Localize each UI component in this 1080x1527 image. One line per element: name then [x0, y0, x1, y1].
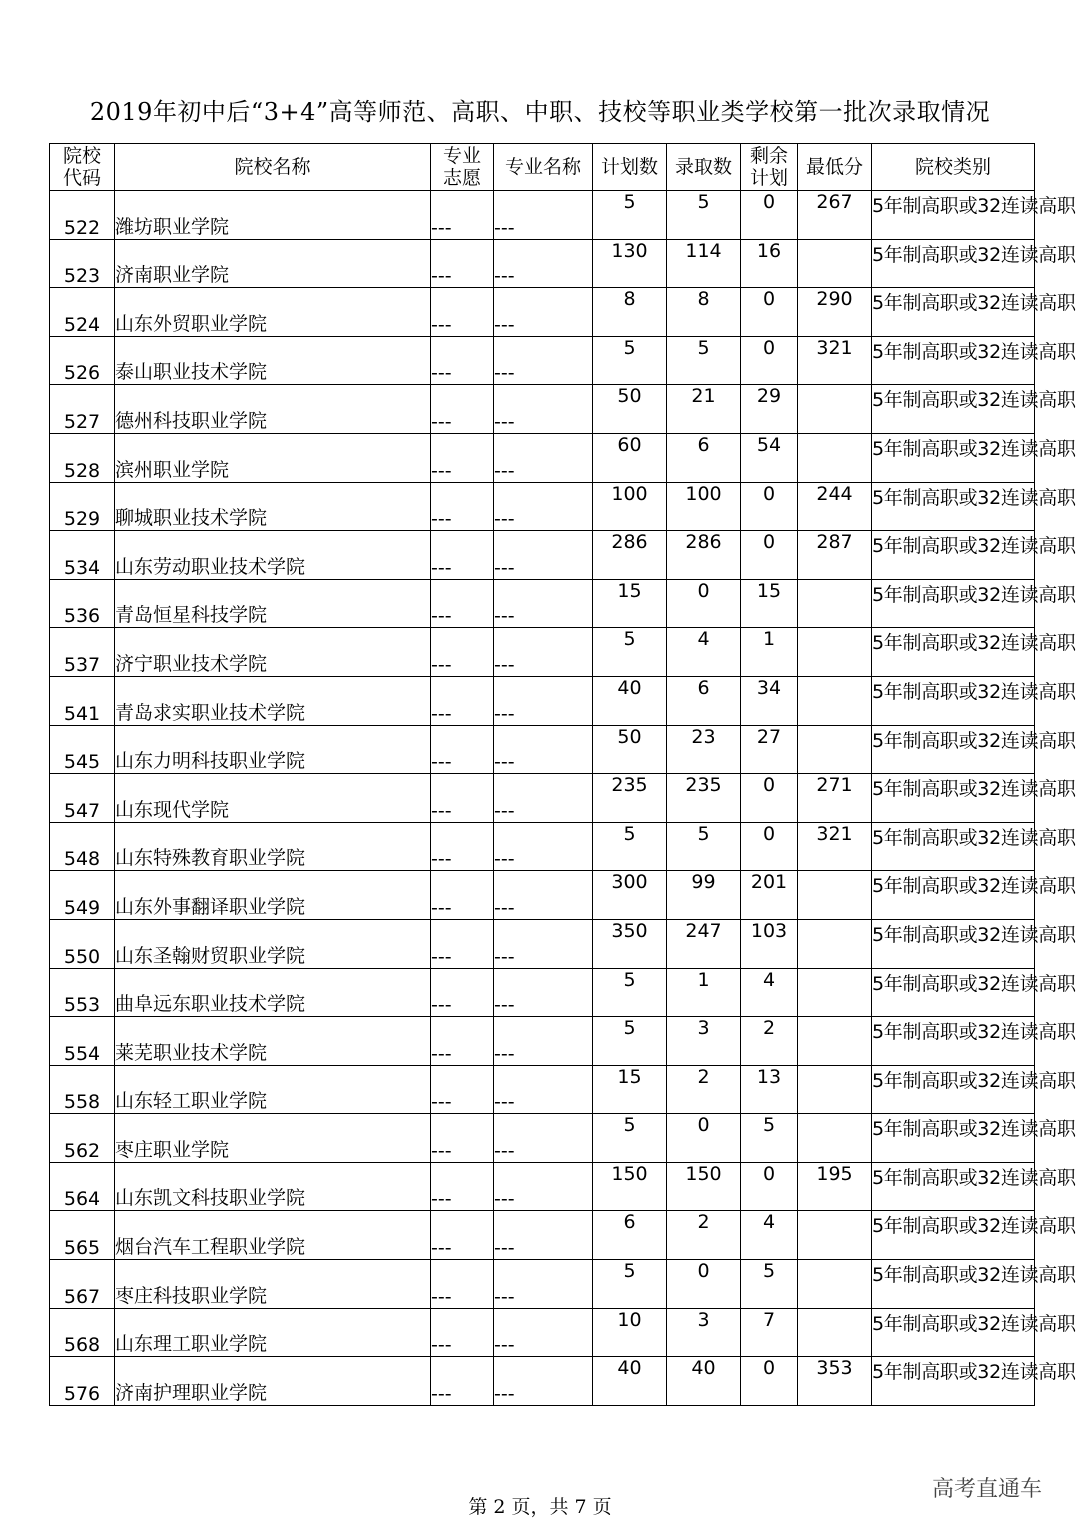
- cell-code: 524: [50, 288, 115, 337]
- cell-school-type: 5年制高职或32连读高职: [872, 336, 1035, 385]
- cell-preference: ---: [431, 433, 494, 482]
- cell-preference: ---: [431, 385, 494, 434]
- cell-preference: ---: [431, 1017, 494, 1066]
- cell-min-score: 267: [798, 191, 872, 240]
- cell-school-type: 5年制高职或32连读高职: [872, 725, 1035, 774]
- cell-major: ---: [494, 433, 593, 482]
- cell-preference: ---: [431, 191, 494, 240]
- cell-min-score: [798, 433, 872, 482]
- cell-preference: ---: [431, 239, 494, 288]
- table-row: [50, 968, 1035, 1017]
- cell-school-type: 5年制高职或32连读高职: [872, 968, 1035, 1017]
- cell-min-score: [798, 1308, 872, 1357]
- cell-code: 565: [50, 1211, 115, 1260]
- cell-plan: 50: [593, 725, 667, 774]
- table-row: [50, 288, 1035, 337]
- cell-remaining: 16: [741, 239, 798, 288]
- cell-remaining: 13: [741, 1065, 798, 1114]
- cell-admitted: 150: [667, 1162, 741, 1211]
- cell-min-score: [798, 1260, 872, 1309]
- cell-min-score: [798, 385, 872, 434]
- watermark: 高考直通车: [932, 1477, 1043, 1502]
- cell-school-name: 山东外贸职业学院: [115, 288, 431, 337]
- cell-plan: 5: [593, 1114, 667, 1163]
- cell-code: 550: [50, 919, 115, 968]
- cell-major: ---: [494, 822, 593, 871]
- cell-remaining: 54: [741, 433, 798, 482]
- cell-preference: ---: [431, 968, 494, 1017]
- table-row: [50, 1017, 1035, 1066]
- cell-remaining: 5: [741, 1114, 798, 1163]
- cell-school-type: 5年制高职或32连读高职: [872, 1017, 1035, 1066]
- cell-code: 567: [50, 1260, 115, 1309]
- table-row: [50, 579, 1035, 628]
- cell-min-score: [798, 725, 872, 774]
- cell-plan: 5: [593, 1260, 667, 1309]
- cell-major: ---: [494, 1162, 593, 1211]
- cell-major: ---: [494, 239, 593, 288]
- cell-admitted: 286: [667, 531, 741, 580]
- cell-plan: 40: [593, 1357, 667, 1406]
- cell-school-type: 5年制高职或32连读高职: [872, 822, 1035, 871]
- cell-min-score: [798, 1211, 872, 1260]
- cell-school-name: 聊城职业技术学院: [115, 482, 431, 531]
- cell-remaining: 0: [741, 336, 798, 385]
- cell-admitted: 114: [667, 239, 741, 288]
- cell-code: 547: [50, 774, 115, 823]
- cell-code: 534: [50, 531, 115, 580]
- cell-school-type: 5年制高职或32连读高职: [872, 1065, 1035, 1114]
- cell-major: ---: [494, 336, 593, 385]
- cell-code: 536: [50, 579, 115, 628]
- cell-plan: 5: [593, 1017, 667, 1066]
- cell-preference: ---: [431, 1162, 494, 1211]
- cell-code: 537: [50, 628, 115, 677]
- cell-major: ---: [494, 1065, 593, 1114]
- cell-preference: ---: [431, 871, 494, 920]
- cell-code: 528: [50, 433, 115, 482]
- cell-code: 562: [50, 1114, 115, 1163]
- table-row: [50, 871, 1035, 920]
- cell-admitted: 1: [667, 968, 741, 1017]
- cell-major: ---: [494, 676, 593, 725]
- cell-plan: 300: [593, 871, 667, 920]
- cell-school-name: 滨州职业学院: [115, 433, 431, 482]
- cell-school-name: 青岛恒星科技学院: [115, 579, 431, 628]
- cell-preference: ---: [431, 725, 494, 774]
- cell-remaining: 201: [741, 871, 798, 920]
- cell-major: ---: [494, 774, 593, 823]
- cell-admitted: 5: [667, 191, 741, 240]
- cell-min-score: [798, 919, 872, 968]
- cell-min-score: 287: [798, 531, 872, 580]
- cell-code: 541: [50, 676, 115, 725]
- cell-major: ---: [494, 288, 593, 337]
- cell-school-name: 山东凯文科技职业学院: [115, 1162, 431, 1211]
- cell-admitted: 23: [667, 725, 741, 774]
- cell-remaining: 1: [741, 628, 798, 677]
- cell-admitted: 3: [667, 1308, 741, 1357]
- cell-remaining: 0: [741, 774, 798, 823]
- header-type: 院校类别: [872, 144, 1035, 191]
- cell-preference: ---: [431, 531, 494, 580]
- cell-major: ---: [494, 1260, 593, 1309]
- cell-preference: ---: [431, 774, 494, 823]
- cell-remaining: 0: [741, 482, 798, 531]
- cell-school-type: 5年制高职或32连读高职: [872, 579, 1035, 628]
- admission-table: [49, 143, 1076, 1406]
- cell-plan: 235: [593, 774, 667, 823]
- cell-school-type: 5年制高职或32连读高职: [872, 1308, 1035, 1357]
- cell-admitted: 247: [667, 919, 741, 968]
- header-name: 院校名称: [115, 144, 431, 191]
- cell-min-score: 321: [798, 822, 872, 871]
- cell-major: ---: [494, 628, 593, 677]
- cell-preference: ---: [431, 1065, 494, 1114]
- cell-code: 568: [50, 1308, 115, 1357]
- cell-remaining: 4: [741, 1211, 798, 1260]
- header-plan: 计划数: [593, 144, 667, 191]
- cell-remaining: 29: [741, 385, 798, 434]
- table-row: [50, 191, 1035, 240]
- cell-plan: 8: [593, 288, 667, 337]
- cell-min-score: [798, 1017, 872, 1066]
- cell-preference: ---: [431, 336, 494, 385]
- cell-major: ---: [494, 725, 593, 774]
- cell-remaining: 5: [741, 1260, 798, 1309]
- cell-preference: ---: [431, 676, 494, 725]
- cell-min-score: [798, 628, 872, 677]
- cell-admitted: 4: [667, 628, 741, 677]
- cell-school-type: 5年制高职或32连读高职: [872, 385, 1035, 434]
- cell-plan: 15: [593, 579, 667, 628]
- cell-school-name: 烟台汽车工程职业学院: [115, 1211, 431, 1260]
- cell-major: ---: [494, 968, 593, 1017]
- cell-school-type: 5年制高职或32连读高职: [872, 1162, 1035, 1211]
- table-row: [50, 239, 1035, 288]
- table-row: [50, 1065, 1035, 1114]
- cell-school-name: 济南职业学院: [115, 239, 431, 288]
- cell-preference: ---: [431, 1357, 494, 1406]
- cell-admitted: 6: [667, 676, 741, 725]
- cell-school-type: 5年制高职或32连读高职: [872, 433, 1035, 482]
- cell-plan: 50: [593, 385, 667, 434]
- cell-admitted: 40: [667, 1357, 741, 1406]
- table-row: [50, 433, 1035, 482]
- cell-remaining: 0: [741, 288, 798, 337]
- cell-min-score: [798, 1114, 872, 1163]
- cell-admitted: 2: [667, 1065, 741, 1114]
- table-row: [50, 1357, 1035, 1406]
- cell-school-name: 枣庄科技职业学院: [115, 1260, 431, 1309]
- cell-plan: 150: [593, 1162, 667, 1211]
- cell-major: ---: [494, 1114, 593, 1163]
- cell-code: 526: [50, 336, 115, 385]
- cell-plan: 15: [593, 1065, 667, 1114]
- cell-min-score: 271: [798, 774, 872, 823]
- cell-school-name: 山东轻工职业学院: [115, 1065, 431, 1114]
- cell-min-score: 244: [798, 482, 872, 531]
- header-admitted: 录取数: [667, 144, 741, 191]
- table-row: [50, 676, 1035, 725]
- cell-school-name: 曲阜远东职业技术学院: [115, 968, 431, 1017]
- cell-school-type: 5年制高职或32连读高职: [872, 676, 1035, 725]
- cell-plan: 5: [593, 628, 667, 677]
- cell-major: ---: [494, 191, 593, 240]
- cell-preference: ---: [431, 579, 494, 628]
- cell-major: ---: [494, 385, 593, 434]
- cell-admitted: 100: [667, 482, 741, 531]
- cell-code: 554: [50, 1017, 115, 1066]
- cell-admitted: 0: [667, 579, 741, 628]
- cell-plan: 286: [593, 531, 667, 580]
- cell-major: ---: [494, 482, 593, 531]
- cell-remaining: 0: [741, 822, 798, 871]
- cell-remaining: 0: [741, 531, 798, 580]
- cell-remaining: 103: [741, 919, 798, 968]
- cell-min-score: [798, 676, 872, 725]
- cell-major: ---: [494, 531, 593, 580]
- cell-min-score: 353: [798, 1357, 872, 1406]
- cell-code: 529: [50, 482, 115, 531]
- table-header-row: [50, 144, 1035, 191]
- table-row: [50, 1308, 1035, 1357]
- table-row: [50, 822, 1035, 871]
- cell-code: 522: [50, 191, 115, 240]
- cell-admitted: 3: [667, 1017, 741, 1066]
- cell-plan: 350: [593, 919, 667, 968]
- cell-min-score: [798, 239, 872, 288]
- cell-preference: ---: [431, 1114, 494, 1163]
- cell-major: ---: [494, 1211, 593, 1260]
- cell-school-name: 枣庄职业学院: [115, 1114, 431, 1163]
- table-row: [50, 919, 1035, 968]
- cell-code: 527: [50, 385, 115, 434]
- cell-school-name: 济宁职业技术学院: [115, 628, 431, 677]
- cell-admitted: 0: [667, 1260, 741, 1309]
- cell-min-score: 195: [798, 1162, 872, 1211]
- table-row: [50, 336, 1035, 385]
- cell-school-name: 山东外事翻译职业学院: [115, 871, 431, 920]
- cell-preference: ---: [431, 822, 494, 871]
- cell-plan: 130: [593, 239, 667, 288]
- cell-code: 548: [50, 822, 115, 871]
- cell-school-name: 青岛求实职业技术学院: [115, 676, 431, 725]
- cell-school-name: 山东圣翰财贸职业学院: [115, 919, 431, 968]
- cell-admitted: 5: [667, 336, 741, 385]
- cell-preference: ---: [431, 1260, 494, 1309]
- cell-plan: 10: [593, 1308, 667, 1357]
- cell-code: 558: [50, 1065, 115, 1114]
- cell-remaining: 34: [741, 676, 798, 725]
- cell-preference: ---: [431, 288, 494, 337]
- cell-code: 576: [50, 1357, 115, 1406]
- cell-remaining: 4: [741, 968, 798, 1017]
- cell-admitted: 8: [667, 288, 741, 337]
- cell-major: ---: [494, 871, 593, 920]
- cell-school-name: 潍坊职业学院: [115, 191, 431, 240]
- cell-plan: 60: [593, 433, 667, 482]
- cell-admitted: 6: [667, 433, 741, 482]
- table-row: [50, 1260, 1035, 1309]
- cell-min-score: 321: [798, 336, 872, 385]
- cell-major: ---: [494, 919, 593, 968]
- cell-school-name: 济南护理职业学院: [115, 1357, 431, 1406]
- cell-plan: 5: [593, 336, 667, 385]
- table-row: [50, 385, 1035, 434]
- header-min-score: 最低分: [798, 144, 872, 191]
- table-row: [50, 482, 1035, 531]
- cell-school-name: 山东理工职业学院: [115, 1308, 431, 1357]
- table-row: [50, 1114, 1035, 1163]
- cell-plan: 6: [593, 1211, 667, 1260]
- cell-admitted: 0: [667, 1114, 741, 1163]
- cell-school-type: 5年制高职或32连读高职: [872, 531, 1035, 580]
- cell-min-score: [798, 1065, 872, 1114]
- cell-school-type: 5年制高职或32连读高职: [872, 1357, 1035, 1406]
- header-code: 院校代码: [50, 144, 115, 191]
- cell-remaining: 2: [741, 1017, 798, 1066]
- table-row: [50, 725, 1035, 774]
- cell-code: 549: [50, 871, 115, 920]
- cell-remaining: 0: [741, 1357, 798, 1406]
- cell-school-name: 山东特殊教育职业学院: [115, 822, 431, 871]
- cell-school-type: 5年制高职或32连读高职: [872, 482, 1035, 531]
- cell-remaining: 7: [741, 1308, 798, 1357]
- cell-major: ---: [494, 579, 593, 628]
- cell-code: 523: [50, 239, 115, 288]
- cell-admitted: 235: [667, 774, 741, 823]
- cell-school-type: 5年制高职或32连读高职: [872, 628, 1035, 677]
- cell-code: 564: [50, 1162, 115, 1211]
- cell-major: ---: [494, 1357, 593, 1406]
- cell-school-name: 山东现代学院: [115, 774, 431, 823]
- table-row: [50, 774, 1035, 823]
- cell-school-type: 5年制高职或32连读高职: [872, 1211, 1035, 1260]
- cell-school-name: 泰山职业技术学院: [115, 336, 431, 385]
- page-title: 2019年初中后“3+4”高等师范、高职、中职、技校等职业类学校第一批次录取情况: [89, 98, 991, 126]
- header-preference: 专业志愿: [431, 144, 494, 191]
- cell-remaining: 0: [741, 1162, 798, 1211]
- cell-remaining: 15: [741, 579, 798, 628]
- header-major: 专业名称: [494, 144, 593, 191]
- cell-school-type: 5年制高职或32连读高职: [872, 871, 1035, 920]
- cell-plan: 5: [593, 822, 667, 871]
- cell-plan: 100: [593, 482, 667, 531]
- cell-admitted: 5: [667, 822, 741, 871]
- cell-min-score: [798, 968, 872, 1017]
- cell-min-score: [798, 871, 872, 920]
- cell-school-type: 5年制高职或32连读高职: [872, 1114, 1035, 1163]
- cell-plan: 5: [593, 191, 667, 240]
- cell-school-type: 5年制高职或32连读高职: [872, 239, 1035, 288]
- cell-remaining: 0: [741, 191, 798, 240]
- cell-school-type: 5年制高职或32连读高职: [872, 191, 1035, 240]
- cell-school-type: 5年制高职或32连读高职: [872, 1260, 1035, 1309]
- cell-major: ---: [494, 1017, 593, 1066]
- cell-school-name: 德州科技职业学院: [115, 385, 431, 434]
- cell-min-score: [798, 579, 872, 628]
- cell-school-type: 5年制高职或32连读高职: [872, 288, 1035, 337]
- cell-plan: 40: [593, 676, 667, 725]
- cell-preference: ---: [431, 628, 494, 677]
- cell-admitted: 2: [667, 1211, 741, 1260]
- table-row: [50, 628, 1035, 677]
- header-remaining: 剩余计划: [741, 144, 798, 191]
- cell-plan: 5: [593, 968, 667, 1017]
- cell-admitted: 99: [667, 871, 741, 920]
- cell-school-type: 5年制高职或32连读高职: [872, 774, 1035, 823]
- cell-code: 545: [50, 725, 115, 774]
- cell-school-type: 5年制高职或32连读高职: [872, 919, 1035, 968]
- cell-preference: ---: [431, 1308, 494, 1357]
- cell-min-score: 290: [798, 288, 872, 337]
- cell-school-name: 山东力明科技职业学院: [115, 725, 431, 774]
- cell-school-name: 莱芜职业技术学院: [115, 1017, 431, 1066]
- page-footer: 第 2 页，共 7 页: [468, 1496, 612, 1518]
- table-row: [50, 1162, 1035, 1211]
- cell-preference: ---: [431, 482, 494, 531]
- cell-major: ---: [494, 1308, 593, 1357]
- table-body: [50, 191, 1076, 1406]
- cell-remaining: 27: [741, 725, 798, 774]
- cell-admitted: 21: [667, 385, 741, 434]
- table-row: [50, 1211, 1035, 1260]
- cell-preference: ---: [431, 919, 494, 968]
- cell-school-name: 山东劳动职业技术学院: [115, 531, 431, 580]
- table-row: [50, 531, 1035, 580]
- cell-code: 553: [50, 968, 115, 1017]
- cell-preference: ---: [431, 1211, 494, 1260]
